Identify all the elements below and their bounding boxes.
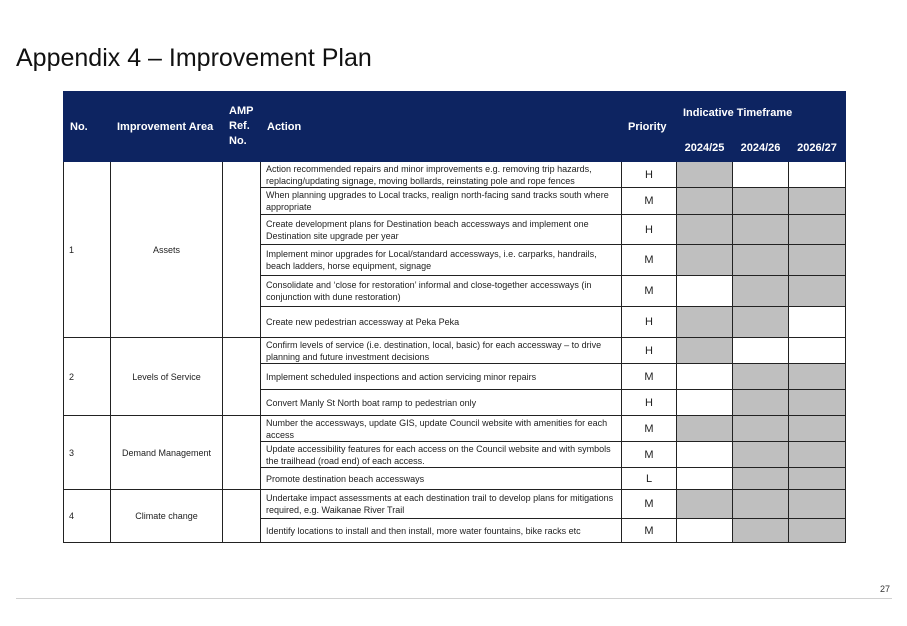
header-no: No.	[64, 92, 111, 162]
table-row	[64, 338, 846, 364]
timeframe-cell	[733, 442, 789, 468]
timeframe-cell	[789, 519, 846, 543]
timeframe-cell	[789, 364, 846, 390]
action-text: Undertake impact assessments at each destination trail to develop plans for mitigations required, e.g. Waikanae River Trail	[261, 490, 622, 519]
table-body	[64, 162, 846, 543]
priority-value: M	[622, 276, 677, 307]
item-number: 3	[64, 416, 111, 490]
priority-value: M	[622, 490, 677, 519]
footer-divider	[16, 598, 892, 599]
timeframe-cell	[733, 338, 789, 364]
header-amp-ref: AMP Ref. No.	[223, 92, 261, 162]
header-improvement-area: Improvement Area	[111, 92, 223, 162]
priority-value: H	[622, 338, 677, 364]
timeframe-cell	[789, 338, 846, 364]
action-text: Promote destination beach accessways	[261, 468, 622, 490]
timeframe-cell	[677, 307, 733, 338]
improvement-area: Demand Management	[111, 416, 223, 490]
timeframe-cell	[677, 162, 733, 188]
priority-value: M	[622, 519, 677, 543]
timeframe-cell	[789, 188, 846, 215]
timeframe-cell	[677, 215, 733, 245]
timeframe-cell	[733, 276, 789, 307]
page-number: 27	[880, 584, 891, 594]
timeframe-cell	[677, 276, 733, 307]
timeframe-cell	[677, 416, 733, 442]
timeframe-cell	[789, 442, 846, 468]
timeframe-cell	[789, 245, 846, 276]
timeframe-cell	[789, 416, 846, 442]
action-text: Create development plans for Destination beach accessways and implement one Destination site upgrade per year	[261, 215, 622, 245]
table-row	[64, 490, 846, 519]
action-text: When planning upgrades to Local tracks, realign north-facing sand tracks south where appropriate	[261, 188, 622, 215]
action-text: Action recommended repairs and minor improvements e.g. removing trip hazards, replacing/updating signage, moving bollards, reinstating pole and rope fences	[261, 162, 622, 188]
timeframe-cell	[677, 490, 733, 519]
amp-ref	[223, 162, 261, 338]
timeframe-cell	[733, 215, 789, 245]
priority-value: M	[622, 245, 677, 276]
priority-value: M	[622, 188, 677, 215]
action-text: Confirm levels of service (i.e. destination, local, basic) for each accessway – to drive planning and future investment decisions	[261, 338, 622, 364]
item-number: 4	[64, 490, 111, 543]
header-priority: Priority	[622, 92, 677, 162]
page-title: Appendix 4 – Improvement Plan	[16, 44, 372, 72]
header-year: 2024/26	[733, 134, 789, 162]
timeframe-cell	[733, 390, 789, 416]
timeframe-cell	[677, 390, 733, 416]
priority-value: M	[622, 364, 677, 390]
action-text: Number the accessways, update GIS, update Council website with amenities for each access	[261, 416, 622, 442]
header-year: 2026/27	[789, 134, 846, 162]
timeframe-cell	[789, 468, 846, 490]
header-indicative-timeframe: Indicative Timeframe	[677, 92, 846, 134]
improvement-area: Levels of Service	[111, 338, 223, 416]
header-action: Action	[261, 92, 622, 162]
timeframe-cell	[789, 390, 846, 416]
timeframe-cell	[733, 307, 789, 338]
timeframe-cell	[789, 215, 846, 245]
timeframe-cell	[733, 490, 789, 519]
amp-ref	[223, 416, 261, 490]
action-text: Consolidate and ‘close for restoration’ informal and close-together accessways (in conjunction with dune restoration)	[261, 276, 622, 307]
table-header	[64, 92, 846, 162]
action-text: Convert Manly St North boat ramp to pedestrian only	[261, 390, 622, 416]
timeframe-cell	[789, 276, 846, 307]
timeframe-cell	[677, 188, 733, 215]
timeframe-cell	[789, 162, 846, 188]
header-year: 2024/25	[677, 134, 733, 162]
timeframe-cell	[733, 519, 789, 543]
priority-value: H	[622, 162, 677, 188]
timeframe-cell	[733, 364, 789, 390]
item-number: 1	[64, 162, 111, 338]
priority-value: L	[622, 468, 677, 490]
timeframe-cell	[677, 468, 733, 490]
table-row	[64, 416, 846, 442]
timeframe-cell	[677, 519, 733, 543]
action-text: Update accessibility features for each access on the Council website and with symbols the trailhead (road end) of each access.	[261, 442, 622, 468]
timeframe-cell	[789, 490, 846, 519]
action-text: Implement minor upgrades for Local/standard accessways, i.e. carparks, handrails, beach ladders, horse equipment, signage	[261, 245, 622, 276]
amp-ref	[223, 490, 261, 543]
priority-value: H	[622, 307, 677, 338]
improvement-plan-table	[63, 91, 846, 543]
timeframe-cell	[733, 162, 789, 188]
amp-ref	[223, 338, 261, 416]
timeframe-cell	[677, 245, 733, 276]
timeframe-cell	[733, 188, 789, 215]
priority-value: M	[622, 416, 677, 442]
timeframe-cell	[677, 364, 733, 390]
action-text: Create new pedestrian accessway at Peka Peka	[261, 307, 622, 338]
improvement-area: Climate change	[111, 490, 223, 543]
timeframe-cell	[677, 338, 733, 364]
action-text: Identify locations to install and then install, more water fountains, bike racks etc	[261, 519, 622, 543]
table-row	[64, 162, 846, 188]
item-number: 2	[64, 338, 111, 416]
timeframe-cell	[733, 245, 789, 276]
improvement-area: Assets	[111, 162, 223, 338]
priority-value: M	[622, 442, 677, 468]
priority-value: H	[622, 215, 677, 245]
timeframe-cell	[733, 416, 789, 442]
timeframe-cell	[733, 468, 789, 490]
action-text: Implement scheduled inspections and action servicing minor repairs	[261, 364, 622, 390]
timeframe-cell	[789, 307, 846, 338]
timeframe-cell	[677, 442, 733, 468]
priority-value: H	[622, 390, 677, 416]
